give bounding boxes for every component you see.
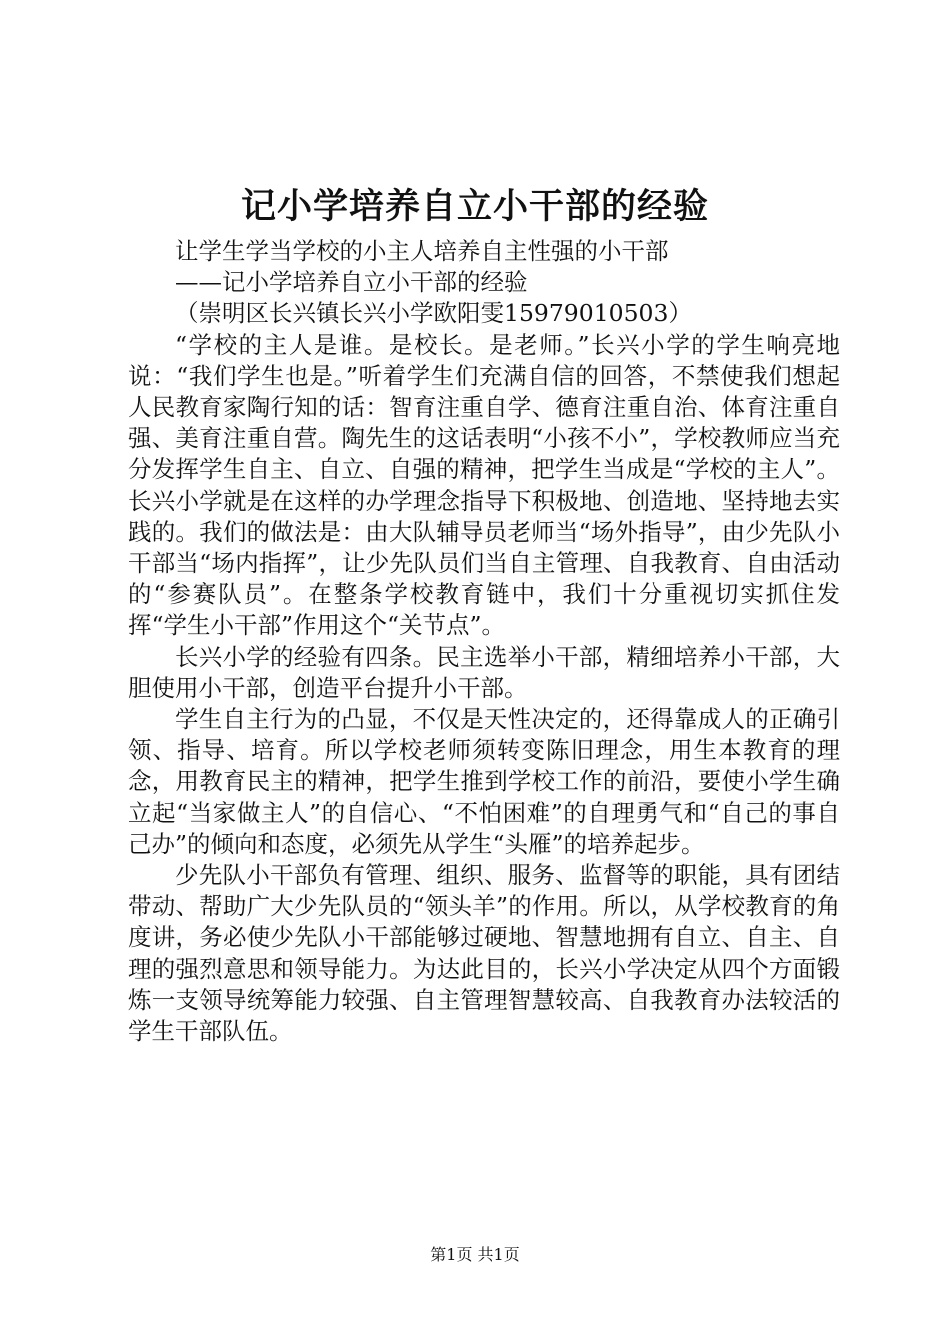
body-paragraph: “学校的主人是谁。是校长。是老师。”长兴小学的学生响亮地说：“我们学生也是。”听着学生们充满自信的回答，不禁使我们想起人民教育家陶行知的话：智育注重自学、德育注重自治、体育注重自强、美育注重自营。陶先生的这话表明“小孩不小”，学校教师应当充分发挥学生自主、自立、自强的精神，把学生当成是“学校的主人”。长兴小学就是在这样的办学理念指导下积极地、创造地、坚持地去实践的。我们的做法是：由大队辅导员老师当“场外指导”，由少先队小干部当“场内指挥”，让少先队员们当自主管理、自我教育、自由活动的“参赛队员”。在整条学校教育链中，我们十分重视切实抓住发挥“学生小干部”作用这个“关节点”。 — [128, 330, 840, 640]
author-line: （崇明区长兴镇长兴小学欧阳雯15979010503） — [175, 299, 692, 328]
document-title: 记小学培养自立小干部的经验 — [240, 186, 709, 227]
body-paragraph: 长兴小学的经验有四条。民主选举小干部，精细培养小干部，大胆使用小干部，创造平台提升小干部。 — [128, 642, 840, 702]
body-paragraph: 学生自主行为的凸显，不仅是天性决定的，还得靠成人的正确引领、指导、培育。所以学校老师须转变陈旧理念，用生本教育的理念，用教育民主的精神，把学生推到学校工作的前沿，要使小学生确立起“当家做主人”的自信心、“不怕困难”的自理勇气和“自己的事自己办”的倾向和态度，必须先从学生“头雁”的培养起步。 — [128, 705, 840, 858]
subtitle-line: ——记小学培养自立小干部的经验 — [175, 268, 528, 297]
body-paragraph: 少先队小干部负有管理、组织、服务、监督等的职能，具有团结带动、帮助广大少先队员的“领头羊”的作用。所以，从学校教育的角度讲，务必使少先队小干部能够过硬地、智慧地拥有自立、自主、自理的强烈意思和领导能力。为达此目的，长兴小学决定从四个方面锻炼一支领导统筹能力较强、自主管理智慧较高、自我教育办法较活的学生干部队伍。 — [128, 861, 840, 1046]
page-footer: 第1页 共1页 — [430, 1245, 520, 1264]
subtitle-line: 让学生学当学校的小主人培养自主性强的小干部 — [175, 237, 669, 265]
document-body — [128, 236, 840, 1047]
